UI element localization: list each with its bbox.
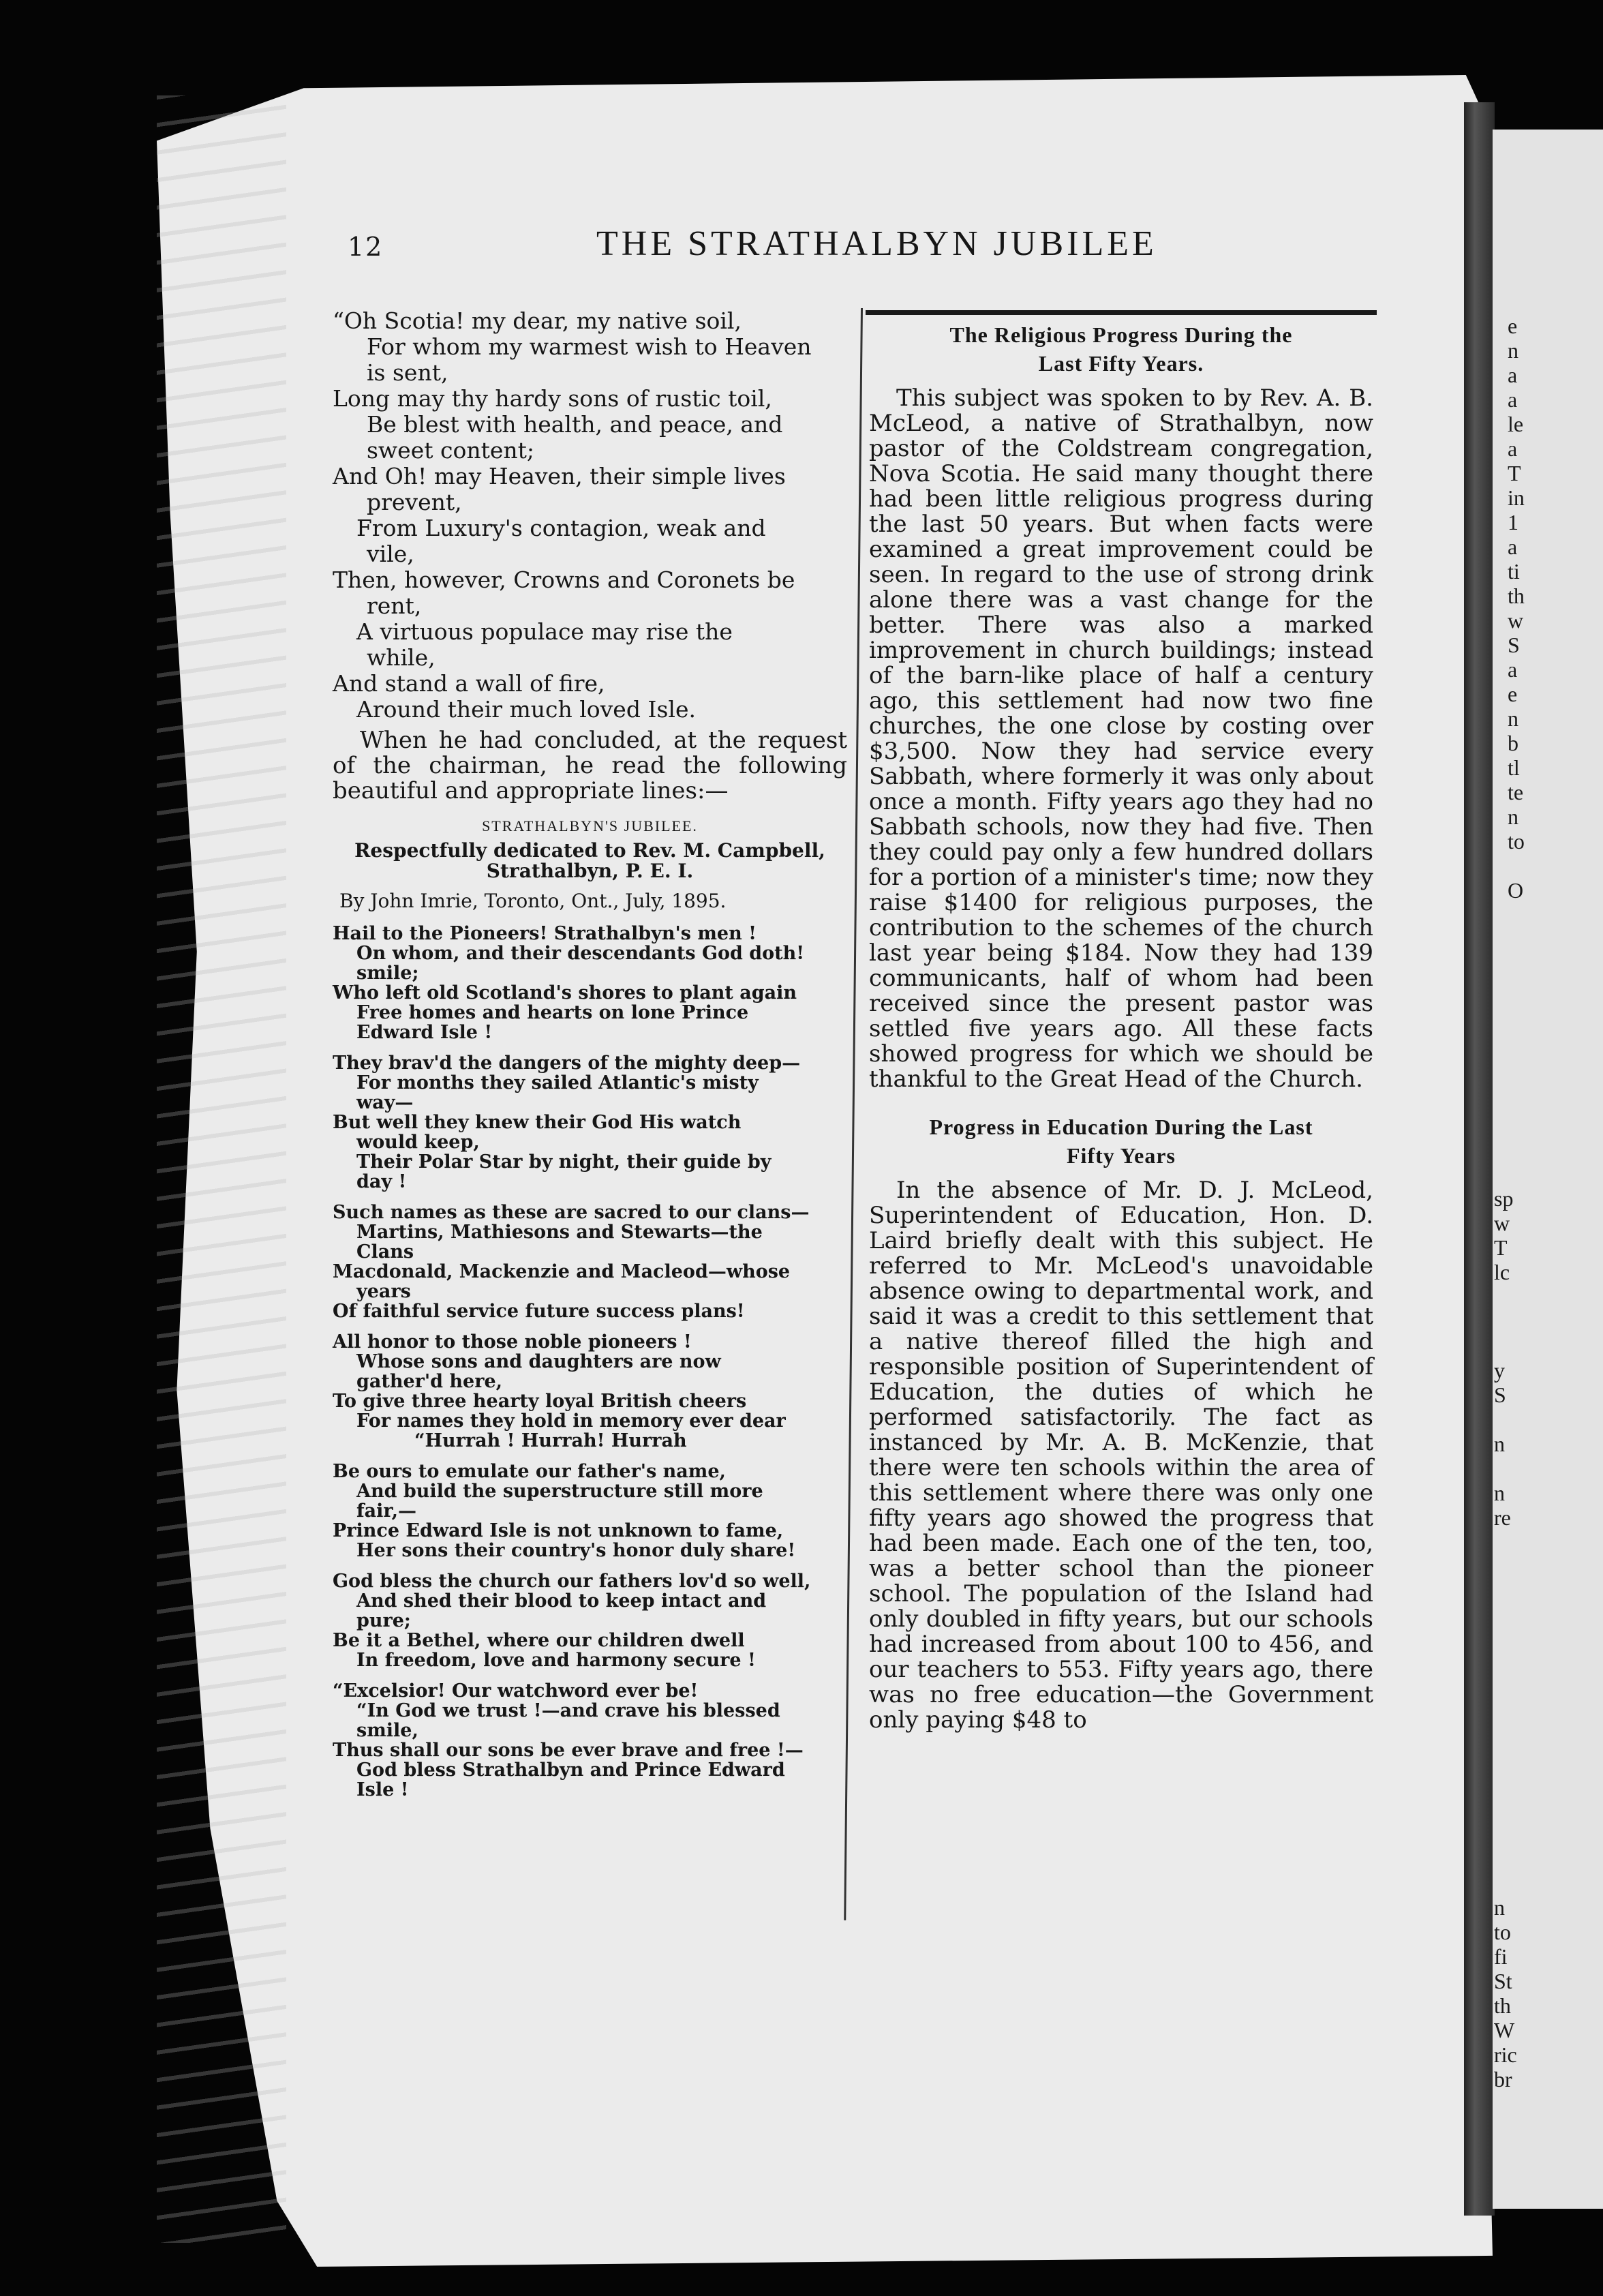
stanza-line: Martins, Mathiesons and Stewarts—the <box>356 1222 763 1243</box>
stanza-line: For names they hold in memory ever dear <box>356 1410 786 1432</box>
poem-stanza <box>333 1203 847 1321</box>
adjacent-page-fragment: O <box>1508 878 1524 903</box>
stanza-line: And build the superstructure still more <box>356 1481 763 1502</box>
poem-stanza <box>333 1681 847 1800</box>
section-title <box>869 320 1373 378</box>
stanza-line: “Excelsior! Our watchword ever be! <box>333 1680 699 1702</box>
verse-line: And Oh! may Heaven, their simple lives <box>333 463 786 489</box>
stanza-line: Free homes and hearts on lone Prince <box>356 1002 749 1023</box>
stanza-line: Isle ! <box>356 1779 409 1800</box>
right-column <box>869 314 1373 1738</box>
stanza-line: All honor to those noble pioneers ! <box>333 1331 692 1353</box>
verse-line: From Luxury's contagion, weak and <box>356 515 766 541</box>
poem-stanza <box>333 1462 847 1560</box>
stanza-line: Hail to the Pioneers! Strathalbyn's men ! <box>333 923 757 944</box>
poem-byline: By John Imrie, Toronto, Ont., July, 1895. <box>339 890 727 912</box>
adjacent-page-fragment: te <box>1508 780 1524 804</box>
verse-line: while, <box>367 644 436 671</box>
adjacent-page-fragment: e <box>1508 314 1518 338</box>
adjacent-page-fragment: T <box>1508 461 1521 485</box>
religious-progress-paragraph: This subject was spoken to by Rev. A. B. McLeod, a native of Strathalbyn, now pastor of the Coldstream congregation, Nova Scotia. He said many thought there had been little religious progress during the last 50 years. But when facts were examined a great improvement could be seen. In regard to the use of strong drink alone there was a vast change for the better. There was also a marked improvement in church buildings; instead of the barn-like place of half a century ago, this settlement had now two fine churches, the one close by costing over $3,500. Now they had service every Sabbath, where formerly it was only about once a month. Fifty years ago they had no Sabbath schools, now they had five. Then they could pay only a few hundred dollars for a portion of a minister's time; now they raise $1400 for religious purposes, the contribution to the schemes of the church last year being $184. Now they had 139 communicants, half of whom had been received since the present pastor was settled five years ago. All these facts showed progress for which we should be thankful to the Great Head of the Church. <box>869 384 1373 1093</box>
running-header <box>348 224 1390 271</box>
stanza-line: In freedom, love and harmony secure ! <box>356 1650 756 1671</box>
adjacent-page <box>1493 130 1603 2209</box>
verse-line: Long may thy hardy sons of rustic toil, <box>333 385 772 412</box>
page-title: THE STRATHALBYN JUBILEE <box>596 224 1157 263</box>
adjacent-page-text-middle <box>1494 1186 1513 1530</box>
stanza-line: On whom, and their descendants God doth! <box>356 943 805 964</box>
poem-stanza <box>333 924 847 1042</box>
section-title-line: Fifty Years <box>1067 1143 1176 1168</box>
poem-stanza <box>333 1332 847 1451</box>
adjacent-page-fragment: w <box>1494 1211 1510 1235</box>
verse-line: prevent, <box>367 489 462 515</box>
stanza-line: Edward Isle ! <box>356 1022 493 1043</box>
stanza-line: Prince Edward Isle is not unknown to fame, <box>333 1520 784 1541</box>
stanza-line: For months they sailed Atlantic's misty <box>356 1072 759 1093</box>
adjacent-page-fragment: tl <box>1508 755 1520 780</box>
adjacent-page-fragment: a <box>1508 534 1518 559</box>
adjacent-page-fragment: n <box>1494 1481 1505 1505</box>
verse-line: For whom my warmest wish to Heaven <box>367 333 812 360</box>
adjacent-page-fragment: St <box>1494 1969 1512 1993</box>
stanza-line: fair,— <box>356 1500 417 1522</box>
stanza-line: day ! <box>356 1171 407 1192</box>
stanza-line: Macdonald, Mackenzie and Macleod—whose <box>333 1261 791 1282</box>
dedication-line: Strathalbyn, P. E. I. <box>486 860 694 882</box>
verse-line: And stand a wall of fire, <box>333 670 605 697</box>
adjacent-page-fragment: e <box>1508 682 1518 706</box>
verse-line: is sent, <box>367 359 448 386</box>
intro-paragraph: When he had concluded, at the request of the chairman, he read the following beautiful and appropriate lines:— <box>333 727 847 804</box>
stanza-line: God bless Strathalbyn and Prince Edward <box>356 1759 785 1781</box>
adjacent-page-fragment: S <box>1508 633 1520 657</box>
adjacent-page-fragment: ti <box>1508 559 1520 584</box>
section-title-line: Progress in Education During the Last <box>929 1115 1313 1139</box>
adjacent-page-fragment: W <box>1494 2018 1515 2042</box>
stanza-line: They brav'd the dangers of the mighty deep— <box>333 1053 801 1074</box>
poem-stanza <box>333 1571 847 1670</box>
stanza-line: Of faithful service future success plans! <box>333 1301 745 1322</box>
stanza-line: God bless the church our fathers lov'd so well, <box>333 1571 811 1592</box>
stanza-line: pure; <box>356 1610 411 1631</box>
adjacent-page-fragment: n <box>1508 338 1518 363</box>
section-title-line: The Religious Progress During the <box>949 322 1293 347</box>
adjacent-page-fragment: re <box>1494 1505 1511 1530</box>
adjacent-page-fragment: n <box>1508 706 1518 731</box>
adjacent-page-fragment: ric <box>1494 2042 1517 2067</box>
education-progress-paragraph: In the absence of Mr. D. J. McLeod, Superintendent of Education, Hon. D. Laird briefly dealt with this subject. He referred to Mr. McLeod's unavoidable absence owing to departmental work, and said it was a credit to this settlement that a native thereof filled the high and responsible position of Superintendent of Education, the duties of which he performed satisfactorily. The fact as instanced by Mr. A. B. McKenzie, that there were ten schools within the area of this settlement where there was only one fifty years ago showed the progress that had been made. Each one of the ten, too, was a better school than the pioneer school. The population of the Island had only doubled in fifty years, but our schools had increased from about 100 to 456, and our teachers to 553. Fifty years ago, there was no free education—the Government only paying $48 to <box>869 1177 1373 1734</box>
stanza-line: smile, <box>356 1720 418 1741</box>
adjacent-page-fragment: lc <box>1494 1260 1510 1284</box>
opening-verse <box>333 308 847 723</box>
adjacent-page-fragment: w <box>1508 608 1524 633</box>
verse-line: A virtuous populace may rise the <box>356 618 733 645</box>
adjacent-page-fragment: S <box>1494 1383 1506 1407</box>
adjacent-page-fragment: in <box>1508 485 1525 510</box>
adjacent-page-fragment: y <box>1494 1358 1505 1383</box>
stanza-line: But well they knew their God His watch <box>333 1112 742 1133</box>
adjacent-page-fragment: n <box>1494 1432 1505 1456</box>
adjacent-page-fragment: a <box>1508 363 1518 387</box>
stanza-line: smile; <box>356 963 419 984</box>
adjacent-page-fragment <box>1494 1284 1513 1309</box>
adjacent-page-fragment: th <box>1494 1993 1511 2018</box>
stanza-line: To give three hearty loyal British cheers <box>333 1391 747 1412</box>
adjacent-page-text-upper <box>1508 314 1525 903</box>
poem-title: STRATHALBYN'S JUBILEE. <box>482 817 698 834</box>
adjacent-page-fragment <box>1494 1333 1513 1358</box>
stanza-line: would keep, <box>356 1132 480 1153</box>
verse-line: rent, <box>367 592 422 619</box>
verse-line: “Oh Scotia! my dear, my native soil, <box>333 307 742 334</box>
adjacent-page-fragment <box>1508 854 1525 878</box>
adjacent-page-fragment: a <box>1508 657 1518 682</box>
verse-line: Be blest with health, and peace, and <box>367 411 783 438</box>
adjacent-page-fragment: n <box>1494 1895 1505 1920</box>
adjacent-page-fragment: T <box>1494 1235 1508 1260</box>
poem-stanza <box>333 1053 847 1192</box>
stanza-line: years <box>356 1281 411 1302</box>
adjacent-page-fragment: n <box>1508 804 1518 829</box>
torn-page-edge <box>157 95 286 2243</box>
stanza-line: Her sons their country's honor duly share! <box>356 1540 796 1561</box>
left-column <box>333 308 847 1811</box>
dedication-line: Respectfully dedicated to Rev. M. Campbell, <box>354 839 825 862</box>
verse-line: sweet content; <box>367 437 535 464</box>
book-gutter <box>1464 102 1495 2216</box>
adjacent-page-fragment: a <box>1508 387 1518 412</box>
adjacent-page-fragment: le <box>1508 412 1524 436</box>
adjacent-page-fragment <box>1494 1456 1513 1481</box>
adjacent-page-fragment: to <box>1508 829 1525 854</box>
adjacent-page-fragment: sp <box>1494 1186 1514 1211</box>
adjacent-page-fragment: a <box>1508 436 1518 461</box>
verse-line: Then, however, Crowns and Coronets be <box>333 567 795 593</box>
section-title-line: Last Fifty Years. <box>1038 351 1204 376</box>
verse-line: vile, <box>367 541 414 567</box>
stanza-line: Be it a Bethel, where our children dwell <box>333 1630 745 1651</box>
adjacent-page-fragment: 1 <box>1508 510 1518 534</box>
stanza-line: “In God we trust !—and crave his blessed <box>356 1700 780 1721</box>
adjacent-page-fragment <box>1494 1309 1513 1333</box>
adjacent-page-fragment: br <box>1494 2067 1512 2091</box>
adjacent-page-fragment: b <box>1508 731 1518 755</box>
stanza-line: “Hurrah ! Hurrah! Hurrah <box>414 1430 687 1451</box>
adjacent-page-fragment: fi <box>1494 1944 1508 1969</box>
stanza-line: Their Polar Star by night, their guide by <box>356 1151 772 1173</box>
adjacent-page-fragment: to <box>1494 1920 1511 1944</box>
adjacent-page-fragment: th <box>1508 584 1525 608</box>
stanza-line: gather'd here, <box>356 1371 503 1392</box>
adjacent-page-text-lower <box>1494 1895 1517 2091</box>
verse-line: Around their much loved Isle. <box>356 696 696 723</box>
stanza-line: Who left old Scotland's shores to plant again <box>333 982 797 1003</box>
stanza-line: And shed their blood to keep intact and <box>356 1590 767 1612</box>
stanza-line: Such names as these are sacred to our clans— <box>333 1202 810 1223</box>
section-title <box>869 1113 1373 1170</box>
stanza-line: Thus shall our sons be ever brave and free !— <box>333 1740 804 1761</box>
stanza-line: Be ours to emulate our father's name, <box>333 1461 726 1482</box>
page-number: 12 <box>348 232 384 262</box>
adjacent-page-fragment <box>1494 1407 1513 1432</box>
stanza-line: Whose sons and daughters are now <box>356 1351 721 1372</box>
stanza-line: Clans <box>356 1241 414 1263</box>
stanza-line: way— <box>356 1092 414 1113</box>
